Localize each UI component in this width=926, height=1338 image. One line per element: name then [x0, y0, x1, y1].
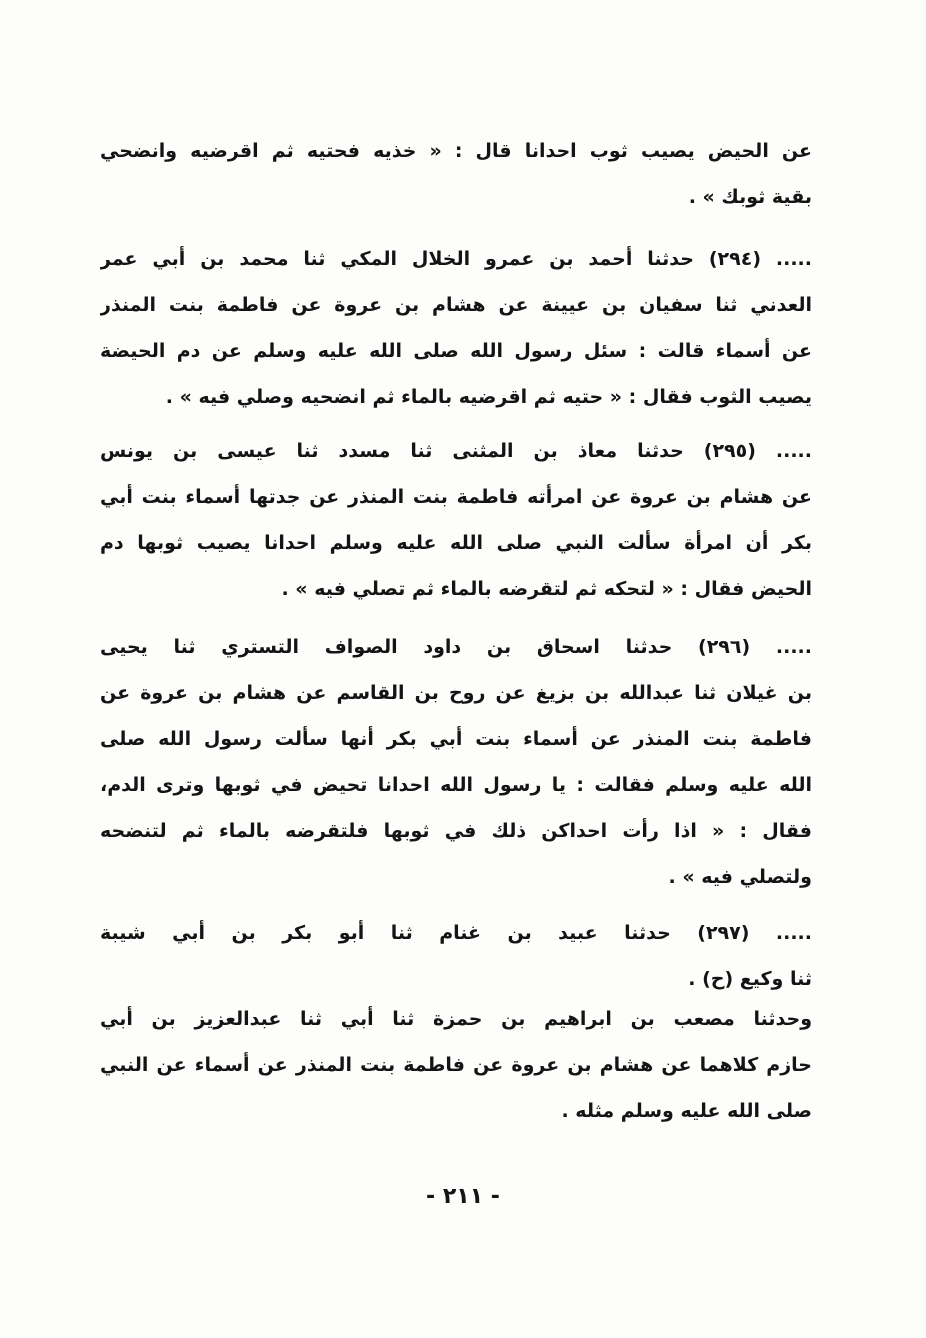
text-line: ولتصلي فيه » . [668, 866, 812, 888]
text-line: صلى الله عليه وسلم مثله . [561, 1100, 812, 1122]
text-line: يصيب الثوب فقال : « حتيه ثم اقرضيه بالماء ثم انضحيه وصلي فيه » . [165, 386, 812, 408]
hadith-297-second-chain [100, 996, 812, 1134]
text-line: حازم كلاهما عن هشام بن عروة عن فاطمة بنت المنذر عن أسماء عن النبي [100, 1054, 812, 1076]
text-line: بكر أن امرأة سألت النبي صلى الله عليه وسلم احدانا يصيب ثوبها دم [100, 532, 812, 554]
text-line: ..... (٢٩٥) حدثنا معاذ بن المثنى ثنا مسدد ثنا عيسى بن يونس [100, 440, 812, 462]
text-line: وحدثنا مصعب بن ابراهيم بن حمزة ثنا أبي ثنا عبدالعزيز بن أبي [100, 1008, 812, 1030]
text-line: عن الحيض يصيب ثوب احدانا قال : « خذيه فحتيه ثم اقرضيه وانضحي [100, 140, 812, 162]
hadith-296 [100, 624, 812, 900]
text-line: عن هشام بن عروة عن امرأته فاطمة بنت المنذر عن جدتها أسماء بنت أبي [100, 486, 812, 508]
text-line: ثنا وكيع (ح) . [688, 968, 812, 990]
text-line: ..... (٢٩٤) حدثنا أحمد بن عمرو الخلال المكي ثنا محمد بن أبي عمر [100, 248, 812, 270]
text-line: الله عليه وسلم فقالت : يا رسول الله احدانا تحيض في ثوبها وترى الدم، [100, 774, 812, 796]
text-line: العدني ثنا سفيان بن عيينة عن هشام بن عروة عن فاطمة بنت المنذر [100, 294, 812, 316]
paragraph-continuation [100, 128, 812, 220]
hadith-297 [100, 910, 812, 1002]
page-number: - ٢١١ - [426, 1184, 500, 1209]
text-line: فقال : « اذا رأت احداكن ذلك في ثوبها فلتقرضه بالماء ثم لتنضحه [100, 820, 812, 842]
text-line: ..... (٢٩٦) حدثنا اسحاق بن داود الصواف التستري ثنا يحيى [100, 636, 812, 658]
text-line: بقية ثوبك » . [688, 186, 812, 208]
hadith-295 [100, 428, 812, 612]
text-line: بن غيلان ثنا عبدالله بن بزيغ عن روح بن القاسم عن هشام بن عروة عن [100, 682, 812, 704]
hadith-294 [100, 236, 812, 420]
text-line: عن أسماء قالت : سئل رسول الله صلى الله عليه وسلم عن دم الحيضة [100, 340, 812, 362]
text-line: ..... (٢٩٧) حدثنا عبيد بن غنام ثنا أبو بكر بن أبي شيبة [100, 922, 812, 944]
text-line: الحيض فقال : « لتحكه ثم لتقرضه بالماء ثم تصلي فيه » . [281, 578, 812, 600]
text-line: فاطمة بنت المنذر عن أسماء بنت أبي بكر أنها سألت رسول الله صلى [100, 728, 812, 750]
